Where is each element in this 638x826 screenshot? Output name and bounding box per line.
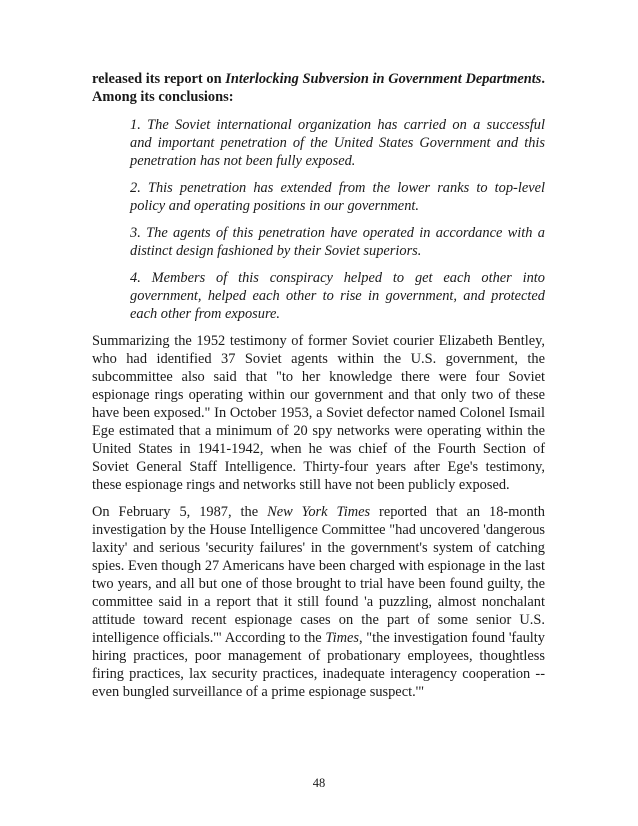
intro-paragraph [92, 70, 545, 106]
times-name: Times [325, 630, 359, 646]
nyt-text-c: reported that an 18-month investigation by the House Intelligence Committee "had uncovered 'dangerous laxity' and serious 'security failures' in the government's system of catching spies. Even though 27 Americans have been charged with espionage in the last two years, and all but one of those brought to trial have been found guilty, the committee said in a report that it still found 'a puzzling, almost nonchalant attitude toward recent espionage cases on the part of some senior U.S. intelligence officials.'" According to the [92, 504, 545, 646]
conclusion-item-3: 3. The agents of this penetration have operated in accordance with a distinct design fashioned by their Soviet superiors. [130, 225, 545, 259]
conclusion-item-1: 1. The Soviet international organization has carried on a successful and important penetration of the United States Government and this penetration has not been fully exposed. [130, 117, 545, 169]
nyt-name: New York Times [267, 504, 371, 520]
body-paragraph-nyt [92, 503, 545, 701]
nyt-text-a: On February 5, 1987, the [92, 504, 268, 520]
intro-pre: released its report on [92, 71, 226, 87]
nyt-text-e: , "the investigation found 'faulty hiring practices, poor management of probationary employees, thoughtless firing practices, lax security practices, inadequate interagency cooperation -- even bungled surveillance of a prime espionage suspect.'" [92, 630, 545, 700]
intro-post: . Among its conclusions: [92, 71, 545, 105]
body-paragraph-bentley: Summarizing the 1952 testimony of former Soviet courier Elizabeth Bentley, who had identified 37 Soviet agents within the U.S. government, the subcommittee also said that "to her knowledge there were four Soviet espionage rings operating within our government and that only two of these have been exposed." In October 1953, a Soviet defector named Colonel Ismail Ege estimated that a minimum of 20 spy networks were operating within the United States in 1941-1942, when he was chief of the Fourth Section of Soviet General Staff Intelligence. Thirty-four years after Ege's testimony, these espionage rings and networks still have not been publicly exposed. [92, 333, 545, 493]
conclusion-item-4: 4. Members of this conspiracy helped to get each other into government, helped each other to rise in government, and protected each other from exposure. [130, 270, 545, 322]
page-number: 48 [312, 776, 326, 790]
document-page [92, 70, 545, 710]
conclusion-item-2: 2. This penetration has extended from the lower ranks to top-level policy and operating positions in our government. [130, 180, 545, 214]
report-title: Interlocking Subversion in Government Departments [225, 71, 542, 87]
